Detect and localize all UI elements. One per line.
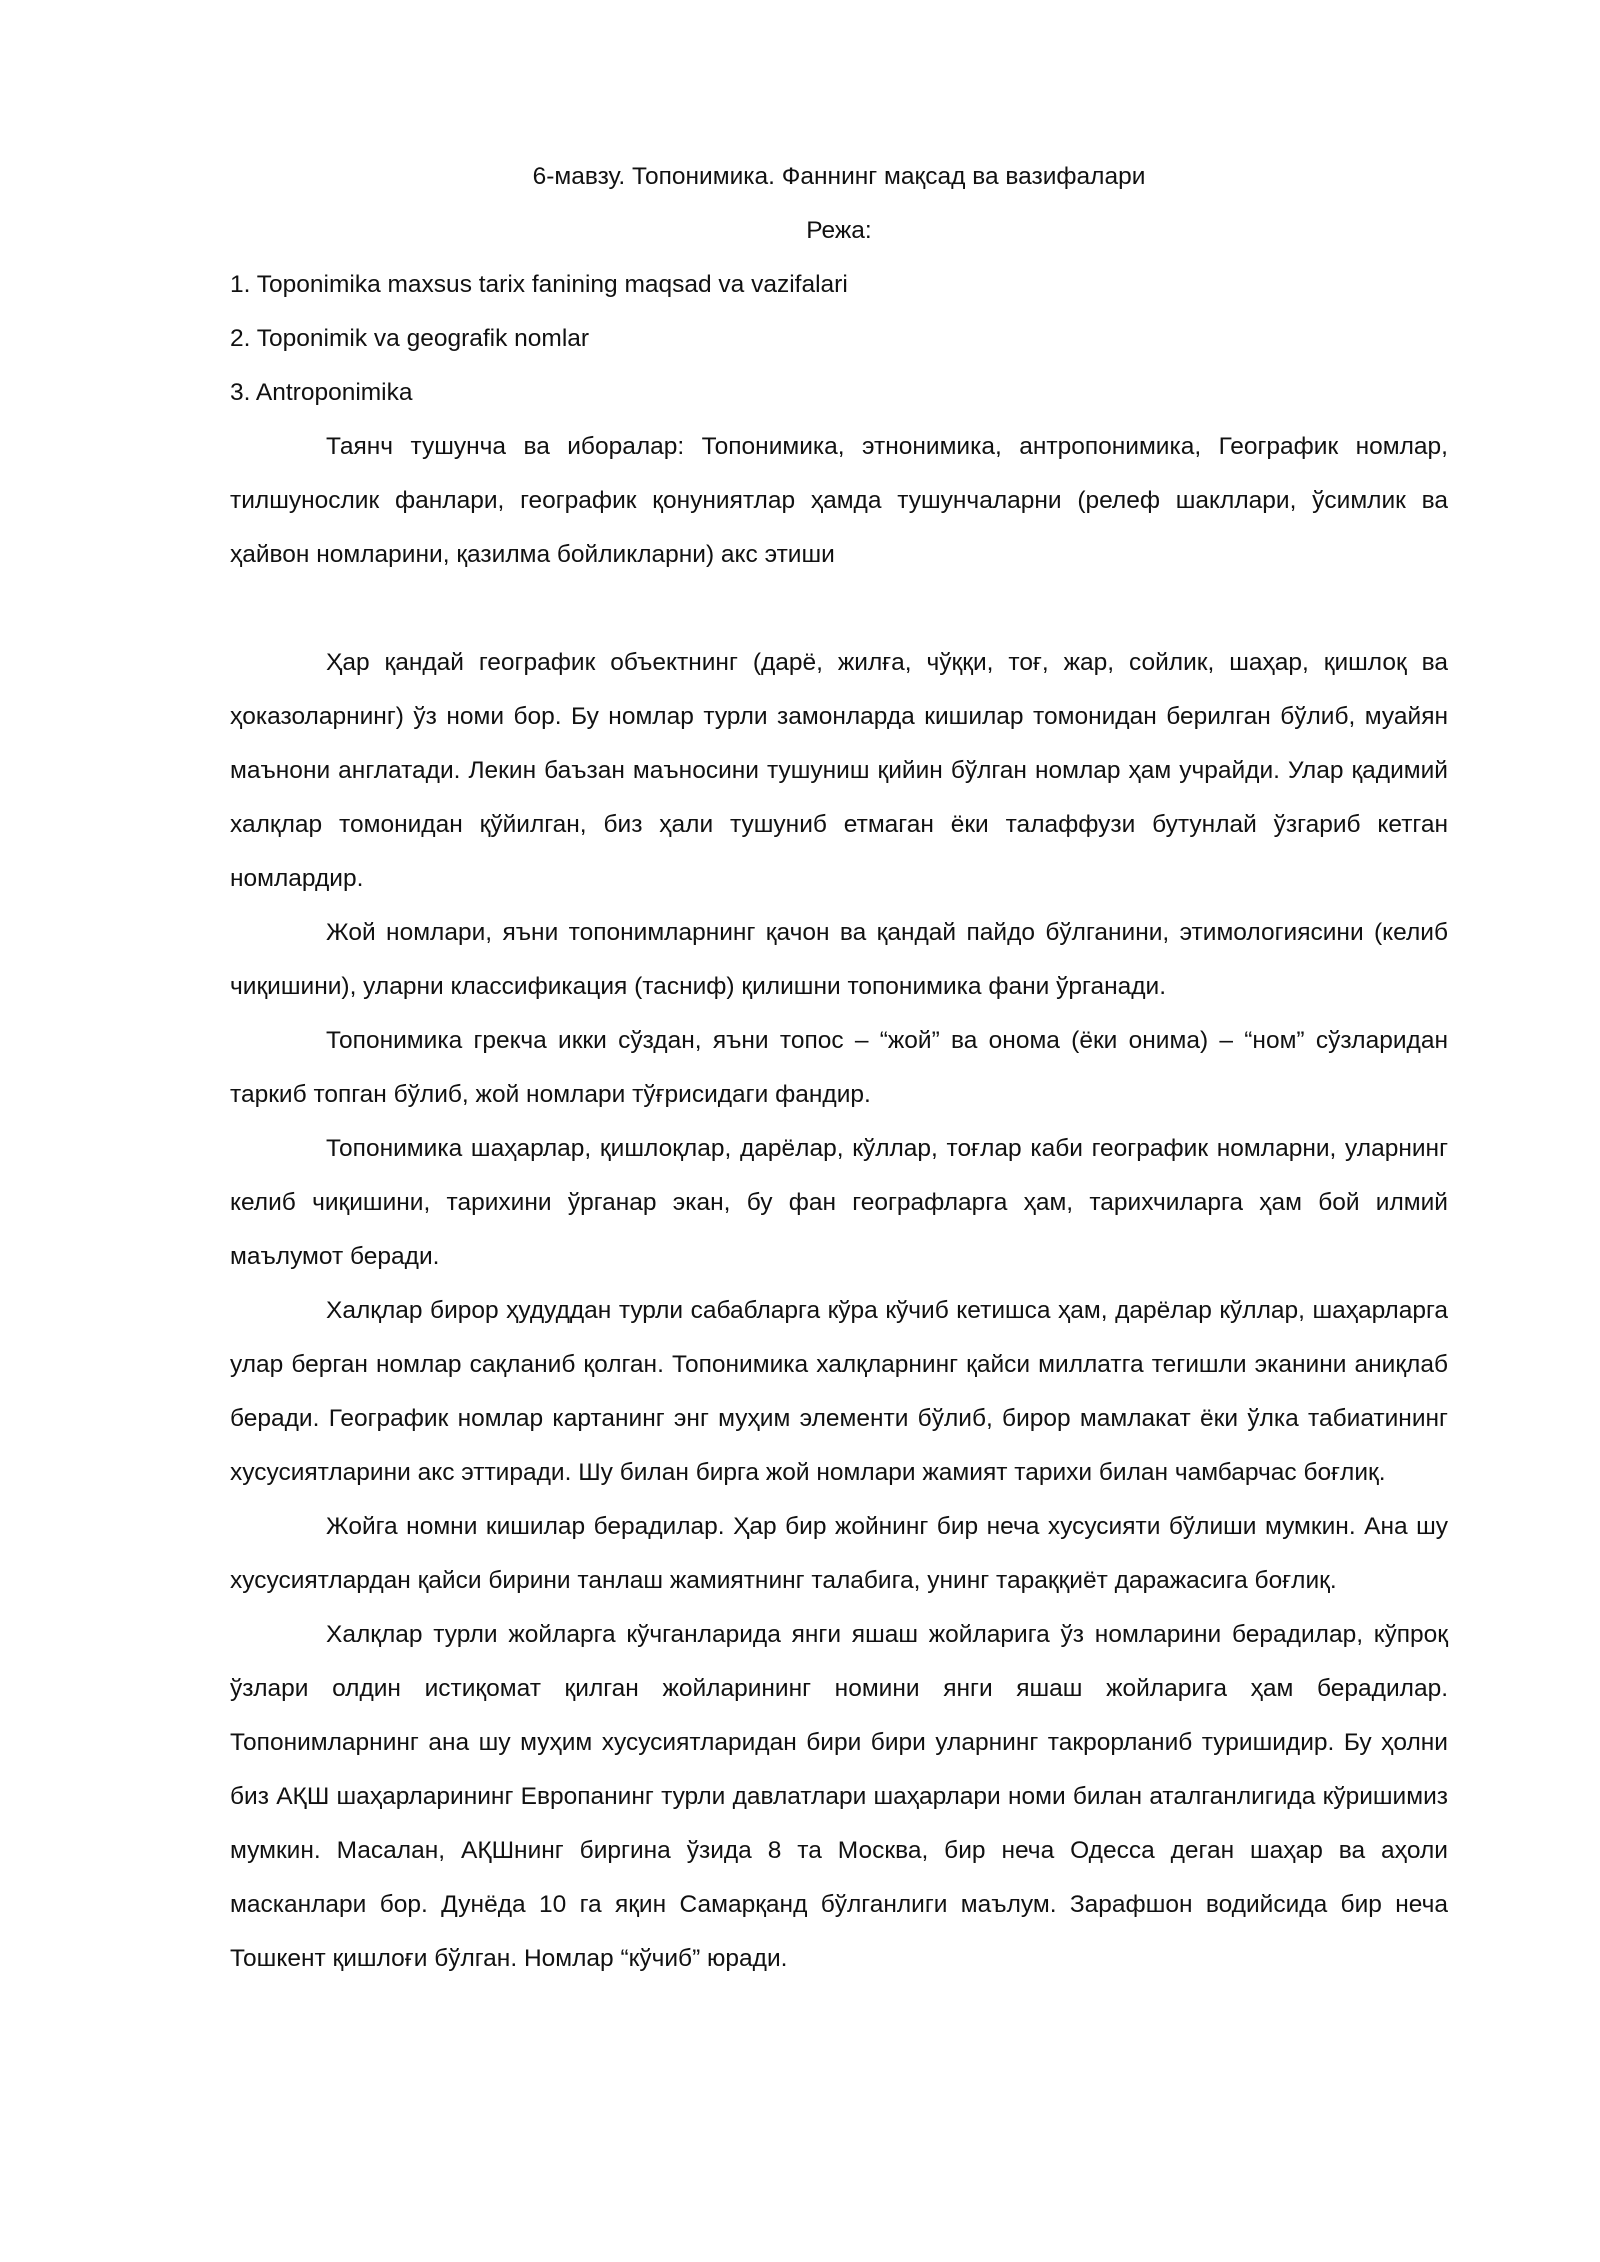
document-body (230, 150, 1448, 1986)
body-paragraph-5: Халқлар бирор ҳудуддан турли сабабларга кўра кўчиб кетишса ҳам, дарёлар кўллар, шаҳарларга улар берган номлар сақланиб қолган. Топонимика халқларнинг қайси миллатга тегишли эканини аниқлаб беради. Географик номлар картанинг энг муҳим элементи бўлиб, бирор мамлакат ёки ўлка табиатининг хусусиятларини акс эттиради. Шу билан бирга жой номлари жамият тарихи билан чамбарчас боғлиқ. (230, 1297, 1448, 1486)
plan-heading: Режа: (806, 217, 872, 244)
body-paragraph-7: Халқлар турли жойларга кўчганларида янги яшаш жойларига ўз номларини берадилар, кўпроқ ўзлари олдин истиқомат қилган жойларининг номини янги яшаш жойларига ҳам берадилар. Топонимларнинг ана шу муҳим хусусиятларидан бири бири уларнинг такрорланиб туришидир. Бу ҳолни биз АҚШ шаҳарларининг Европанинг турли давлатлари шаҳарлари номи билан аталганлигида кўришимиз мумкин. Масалан, АҚШнинг биргина ўзида 8 та Москва, бир неча Одесса деган шаҳар ва аҳоли масканлари бор. Дунёда 10 га яқин Самарқанд бўлганлиги маълум. Зарафшон водийсида бир неча Тошкент қишлоғи бўлган. Номлар “кўчиб” юради. (230, 1621, 1448, 1972)
plan-item-1: 1. Toponimika maxsus tarix fanining maqsad va vazifalari (230, 271, 848, 298)
plan-item-3: 3. Antroponimika (230, 379, 413, 406)
plan-item-2: 2. Toponimik va geografik nomlar (230, 325, 590, 352)
blank-line (230, 582, 1448, 636)
body-paragraph-2: Жой номлари, яъни топонимларнинг қачон ва қандай пайдо бўлганини, этимологиясини (келиб чиқишини), уларни классификация (тасниф) қилишни топонимика фани ўрганади. (230, 919, 1448, 1000)
keywords-paragraph: Таянч тушунча ва иборалар: Топонимика, этнонимика, антропонимика, Географик номлар, тилшунослик фанлари, географик қонуниятлар ҳамда тушунчаларни (релеф шакллари, ўсимлик ва ҳайвон номларини, қазилма бойликларни) акс этиши (230, 433, 1448, 568)
document-title: 6-мавзу. Топонимика. Фаннинг мақсад ва вазифалари (532, 163, 1146, 190)
body-paragraph-1: Ҳар қандай географик объектнинг (дарё, жилға, чўққи, тоғ, жар, сойлик, шаҳар, қишлоқ ва ҳоказоларнинг) ўз номи бор. Бу номлар турли замонларда кишилар томонидан берилган бўлиб, муайян маънони англатади. Лекин баъзан маъносини тушуниш қийин бўлган номлар ҳам учрайди. Улар қадимий халқлар томонидан қўйилган, биз ҳали тушуниб етмаган ёки талаффузи бутунлай ўзгариб кетган номлардир. (230, 649, 1448, 892)
body-paragraph-6: Жойга номни кишилар берадилар. Ҳар бир жойнинг бир неча хусусияти бўлиши мумкин. Ана шу хусусиятлардан қайси бирини танлаш жамиятнинг талабига, унинг тараққиёт даражасига боғлиқ. (230, 1513, 1448, 1594)
body-paragraph-4: Топонимика шаҳарлар, қишлоқлар, дарёлар, кўллар, тоғлар каби географик номларни, уларнинг келиб чиқишини, тарихини ўрганар экан, бу фан географларга ҳам, тарихчиларга ҳам бой илмий маълумот беради. (230, 1135, 1448, 1270)
body-paragraph-3: Топонимика грекча икки сўздан, яъни топос – “жой” ва онома (ёки онима) – “ном” сўзларидан таркиб топган бўлиб, жой номлари тўғрисидаги фандир. (230, 1027, 1448, 1108)
